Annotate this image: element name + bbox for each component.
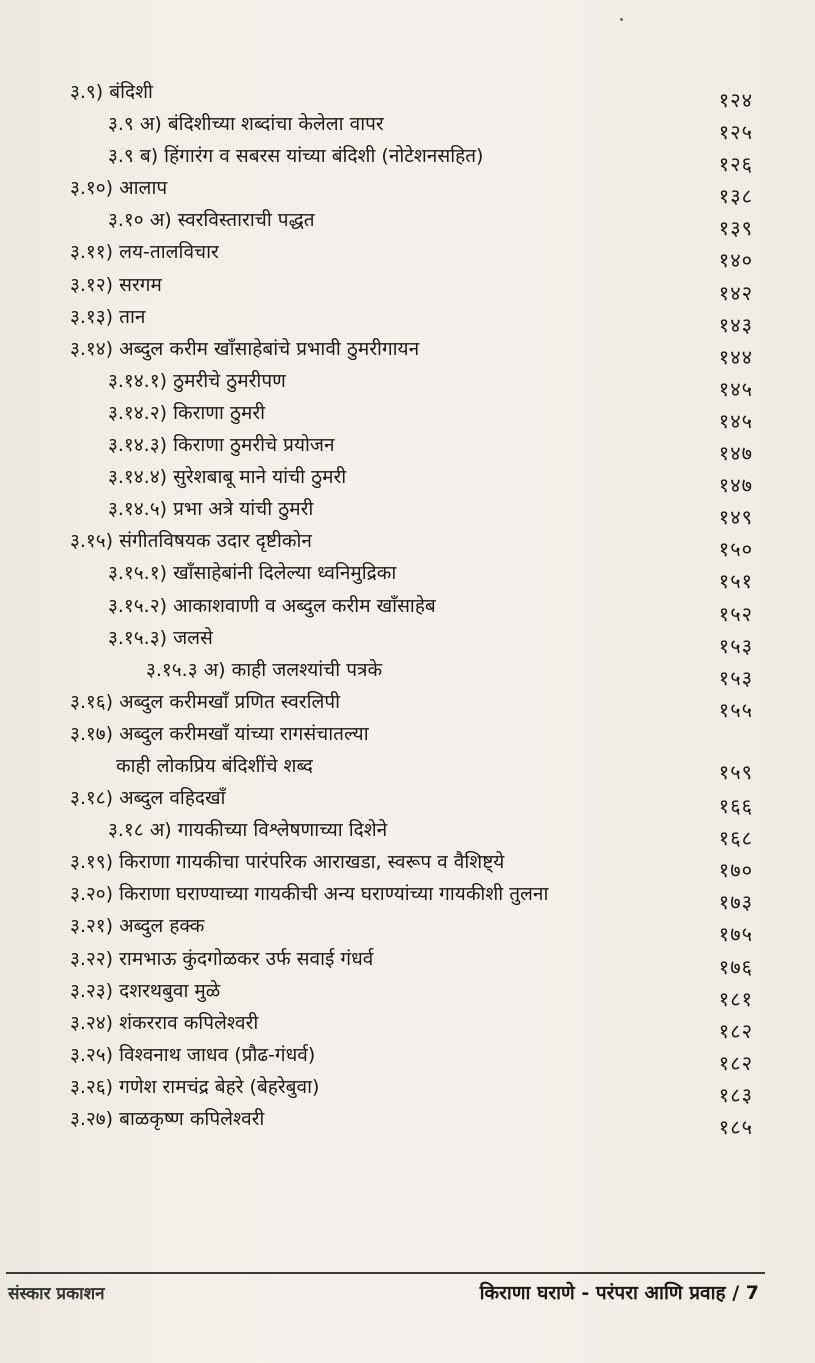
toc-entry [0, 333, 815, 369]
toc-section-number: ३.११) [70, 241, 114, 264]
toc-entry [0, 236, 815, 273]
toc-section-number: ३.१८ अ) [108, 819, 172, 842]
toc-entry-text [70, 1071, 319, 1103]
toc-entry-text [70, 76, 153, 108]
table-of-contents [0, 76, 815, 1139]
toc-section-number: ३.१५.३) [108, 626, 168, 649]
toc-entry-text [70, 333, 419, 365]
toc-entry [0, 622, 815, 658]
toc-section-number: ३.१८) [70, 787, 114, 810]
toc-entry-text [70, 269, 162, 301]
toc-page-number: १८३ [718, 1082, 753, 1107]
toc-section-number: ३.२४) [70, 1011, 114, 1034]
toc-section-title: ठुमरीचे ठुमरीपण [173, 369, 286, 392]
toc-entry [0, 878, 815, 915]
toc-section-number: ३.१५.२) [108, 594, 168, 617]
toc-entry-text [108, 461, 346, 493]
toc-section-title: आलाप [119, 177, 168, 200]
toc-section-title: बंदिशीच्या शब्दांचा केलेला वापर [167, 113, 384, 136]
toc-page-number: १४५ [718, 408, 753, 433]
toc-entry [0, 590, 815, 626]
toc-page-number: १५१ [718, 569, 753, 594]
footer-rule [6, 1272, 765, 1274]
toc-entry [0, 846, 815, 883]
toc-entry [0, 1071, 815, 1107]
toc-entry [0, 910, 815, 947]
toc-page-number: १८२ [718, 1050, 753, 1075]
toc-section-number: ३.२३) [70, 979, 114, 1002]
toc-entry-text [108, 397, 265, 429]
toc-entry-text [70, 236, 219, 268]
ink-dot [620, 18, 623, 21]
toc-section-title: आकाशवाणी व अब्दुल करीम खाँसाहेब [173, 594, 436, 617]
toc-entry-text [108, 140, 483, 172]
toc-page-number: १२५ [718, 120, 753, 145]
toc-page-number: १४३ [718, 312, 753, 337]
toc-entry [0, 1007, 815, 1043]
toc-entry-text [70, 301, 145, 333]
toc-entry [0, 1039, 815, 1075]
toc-section-number: ३.१४) [70, 337, 114, 360]
toc-section-title: किराणा घराण्याच्या गायकीची अन्य घराण्यांच्या गायकीशी तुलना [119, 883, 549, 906]
toc-section-title: जलसे [173, 626, 213, 649]
toc-section-number: ३.२६) [70, 1075, 114, 1098]
toc-entry-text [108, 429, 335, 461]
toc-entry [0, 686, 815, 722]
toc-entry [0, 782, 815, 819]
toc-section-title: गायकीच्या विश्लेषणाच्या दिशेने [177, 819, 388, 842]
toc-section-number: ३.१५.१) [108, 562, 168, 585]
toc-entry [0, 975, 815, 1011]
toc-entry [0, 718, 815, 782]
toc-section-title: शंकरराव कपिलेश्वरी [119, 1011, 259, 1034]
toc-page-number: १४७ [718, 473, 753, 498]
toc-entry-text [70, 1007, 258, 1039]
toc-section-title: दशरथबुवा मुळे [119, 979, 221, 1002]
toc-section-title: संगीतविषयक उदार दृष्टीकोन [119, 530, 312, 553]
toc-page-number: १७० [718, 858, 753, 883]
toc-page-number: १७३ [718, 890, 753, 915]
toc-entry [0, 493, 815, 530]
toc-section-title: खाँसाहेबांनी दिलेल्या ध्वनिमुद्रिका [173, 562, 397, 585]
toc-section-title: अब्दुल हक्क [119, 915, 205, 938]
toc-page-number: १८५ [718, 1115, 753, 1139]
toc-entry-text [70, 910, 204, 942]
toc-section-title: अब्दुल वहिदखाँ [119, 787, 226, 810]
publisher-name: संस्कार प्रकाशन [8, 1284, 105, 1304]
toc-section-number: ३.१७) [70, 722, 114, 745]
toc-section-number: ३.१४.२) [108, 401, 168, 424]
toc-section-title: सरगम [119, 273, 162, 296]
toc-section-number: ३.२२) [70, 947, 114, 970]
toc-page-number: १५५ [718, 697, 753, 722]
toc-section-number: ३.९ ब) [108, 145, 159, 168]
toc-page-number: १४२ [718, 280, 753, 305]
running-footer-title: किराणा घराणे - परंपरा आणि प्रवाह / 7 [479, 1282, 759, 1304]
toc-section-number: ३.१४.५) [108, 498, 168, 521]
toc-entry [0, 525, 815, 562]
toc-entry-text [108, 557, 396, 589]
toc-entry-text [70, 878, 548, 910]
toc-page-number: १५९ [718, 759, 753, 784]
toc-entry [0, 365, 815, 401]
toc-entry-text [70, 975, 220, 1007]
toc-entry [0, 1103, 815, 1139]
toc-page-number: १४९ [718, 505, 753, 530]
toc-section-number: ३.२५) [70, 1043, 114, 1066]
toc-entry [0, 557, 815, 594]
toc-section-title: रामभाऊ कुंदगोळकर उर्फ सवाई गंधर्व [119, 947, 374, 970]
toc-section-number: ३.१५) [70, 530, 114, 553]
toc-section-number: ३.९) [70, 81, 104, 103]
toc-section-title: गणेश रामचंद्र बेहरे (बेहरेबुवा) [119, 1075, 320, 1098]
toc-page-number: १३९ [718, 216, 753, 241]
toc-section-number: ३.१२) [70, 273, 114, 296]
toc-page-number: १८१ [718, 986, 753, 1011]
toc-entry-text [70, 782, 225, 814]
toc-entry-text [70, 943, 373, 975]
toc-entry [0, 654, 815, 690]
toc-entry-text [70, 172, 167, 204]
toc-page-number: १२४ [718, 88, 753, 112]
toc-section-title: किराणा गायकीचा पारंपरिक आराखडा, स्वरूप व वैशिष्ट्ये [119, 851, 505, 874]
toc-section-title: सुरेशबाबू माने यांची ठुमरी [173, 466, 347, 489]
toc-entry [0, 397, 815, 433]
toc-entry-text [108, 590, 436, 622]
toc-entry-text [146, 654, 382, 686]
toc-entry [0, 140, 815, 177]
toc-entry [0, 461, 815, 498]
toc-entry-text [108, 622, 213, 654]
toc-page-number: १६८ [718, 826, 753, 851]
toc-page-number: १४० [718, 248, 753, 273]
toc-entry-text [70, 1039, 315, 1071]
toc-section-number: ३.९ अ) [108, 113, 162, 136]
toc-entry-text [108, 108, 384, 140]
toc-section-number: ३.१४.३) [108, 434, 168, 457]
toc-page-number: १५३ [718, 633, 753, 658]
toc-entry-text [108, 204, 315, 236]
toc-page-number: १५२ [718, 601, 753, 626]
toc-section-number: ३.१० अ) [108, 209, 172, 232]
toc-entry [0, 814, 815, 851]
toc-section-title: बाळकृष्ण कपिलेश्वरी [119, 1108, 265, 1130]
toc-section-number: ३.१६) [70, 690, 114, 713]
toc-section-title: किराणा ठुमरी [173, 401, 266, 424]
toc-page-number: १४४ [718, 344, 753, 369]
toc-section-title: बंदिशी [109, 81, 153, 103]
toc-section-title-continued: काही लोकप्रिय बंदिशींचे शब्द [116, 754, 313, 777]
toc-section-number: ३.१०) [70, 177, 114, 200]
toc-entry-text [70, 718, 369, 782]
toc-section-number: ३.१४.१) [108, 369, 168, 392]
toc-section-number: ३.२७) [70, 1108, 114, 1130]
toc-entry-text [108, 814, 387, 846]
toc-page-number: १८२ [718, 1018, 753, 1043]
toc-page-number: १२६ [718, 152, 753, 177]
toc-section-title: विश्वनाथ जाधव (प्रौढ-गंधर्व) [119, 1043, 316, 1066]
toc-entry-text [70, 846, 504, 878]
toc-entry-text [108, 365, 286, 397]
toc-entry [0, 301, 815, 337]
toc-page-number: १५३ [718, 665, 753, 690]
toc-section-title: काही जलश्यांची पत्रके [231, 658, 383, 681]
toc-page-number: १७६ [718, 954, 753, 979]
toc-entry [0, 269, 815, 305]
toc-entry [0, 76, 815, 112]
toc-entry-text [70, 525, 312, 557]
toc-page-number: १४७ [718, 441, 753, 466]
toc-entry-text [70, 1103, 264, 1135]
toc-section-number: ३.२१) [70, 915, 114, 938]
toc-entry-text [108, 493, 313, 525]
toc-section-title: तान [119, 305, 146, 328]
toc-section-title: अब्दुल करीमखाँ प्रणित स्वरलिपी [119, 690, 341, 713]
toc-page-number: १५० [718, 537, 753, 562]
toc-section-title: अब्दुल करीम खाँसाहेबांचे प्रभावी ठुमरीगायन [119, 337, 420, 360]
toc-entry [0, 943, 815, 979]
toc-section-number: ३.१४.४) [108, 466, 168, 489]
toc-page-number: १४५ [718, 376, 753, 401]
toc-section-title: प्रभा अत्रे यांची ठुमरी [173, 498, 314, 521]
toc-section-title: अब्दुल करीमखाँ यांच्या रागसंचातल्या [119, 722, 369, 745]
toc-section-title: किराणा ठुमरीचे प्रयोजन [173, 434, 335, 457]
toc-section-number: ३.१५.३ अ) [146, 658, 226, 681]
toc-section-title: हिंगारंग व सबरस यांच्या बंदिशी (नोटेशनसहित) [164, 145, 484, 168]
toc-section-number: ३.२०) [70, 883, 114, 906]
toc-section-title: लय-तालविचार [119, 241, 219, 264]
toc-entry [0, 108, 815, 145]
toc-page-number: १६६ [718, 794, 753, 819]
toc-entry-text [70, 686, 340, 718]
toc-entry [0, 429, 815, 466]
toc-page-number: १७५ [718, 922, 753, 947]
toc-section-title: स्वरविस्ताराची पद्धत [177, 209, 315, 232]
toc-entry [0, 172, 815, 209]
toc-section-number: ३.१९) [70, 851, 114, 874]
toc-section-number: ३.१३) [70, 305, 114, 328]
toc-entry [0, 204, 815, 241]
toc-page-number: १३८ [718, 184, 753, 209]
